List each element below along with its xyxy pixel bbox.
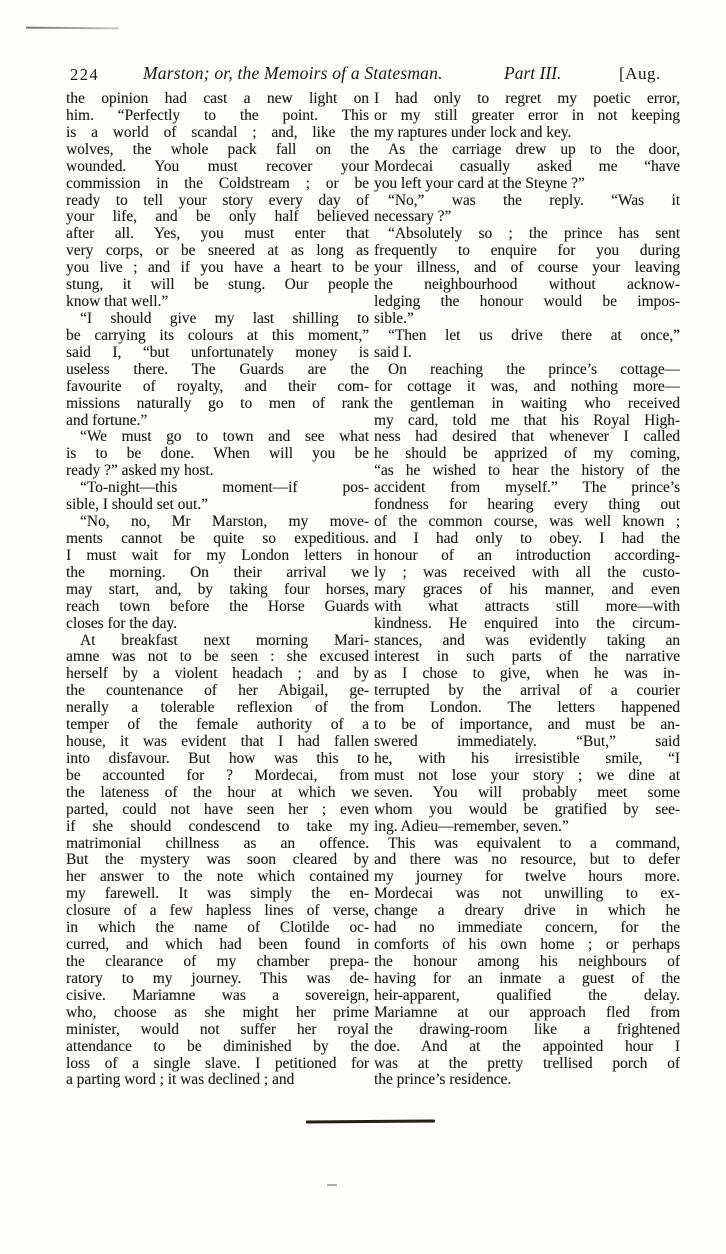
text-line: change a dreary drive in which he (374, 903, 680, 920)
text-line: ready to tell your story every day of (66, 192, 369, 209)
text-line: and fortune.” (66, 412, 148, 429)
text-line: On reaching the prince’s cottage— (388, 361, 680, 378)
text-line: “I should give my last shilling to (80, 310, 369, 327)
text-line: the countenance of her Abigail, ge- (66, 683, 369, 700)
text-line: your illness, and of course your leaving (374, 260, 680, 277)
text-line: I had only to regret my poetic error, (374, 91, 680, 107)
part-label: Part III. (504, 63, 562, 83)
text-line: sible, I should set out.” (66, 497, 208, 514)
text-line: accident from myself.” The prince’s (374, 480, 680, 497)
text-line: and there was no resource, but to defer (374, 852, 680, 869)
text-line: the honour among his neighbours of (374, 954, 680, 971)
text-line: kindness. He enquired into the circum- (374, 615, 680, 632)
text-line: “No,” was the reply. “Was it (388, 192, 680, 209)
text-line: stances, and was evidently taking an (374, 632, 680, 649)
text-line: Mordecai was not unwilling to ex- (374, 886, 680, 903)
issue-label: [Aug. (619, 64, 661, 83)
text-line: the morning. On their arrival we (66, 564, 369, 581)
text-line: and I had only to obey. I had the (374, 530, 680, 547)
text-line: loss of a single slave. I petitioned for (66, 1055, 369, 1072)
text-line: useless there. The Guards are the (66, 361, 369, 378)
text-line: her answer to the note which contained (66, 869, 369, 886)
text-line: parted, could not have seen her ; even (66, 801, 369, 818)
text-line: from London. The letters happened (374, 700, 680, 717)
text-line: you live ; and if you have a heart to be (66, 260, 369, 277)
text-line: matrimonial chillness as an offence. (66, 835, 369, 852)
text-line: wounded. You must recover your (66, 158, 369, 175)
text-line: know that well.” (66, 294, 169, 311)
text-line: As the carriage drew up to the door, (388, 141, 680, 158)
text-line: said I, “but unfortunately money is (66, 344, 369, 361)
text-line: the opinion had cast a new light on (66, 91, 369, 107)
paragraph (374, 142, 680, 193)
text-line: is to be done. When will you be (66, 446, 369, 463)
text-line: ratory to my journey. This was de- (66, 970, 369, 987)
text-line: ready ?” asked my host. (66, 463, 214, 480)
text-line: who, choose as she might her prime (66, 1004, 369, 1021)
text-line: must not lose your story ; we dine at (374, 767, 680, 784)
text-line: I must wait for my London letters in (66, 547, 369, 564)
text-line: But the mystery was soon cleared by (66, 852, 369, 869)
text-line: attendance to be diminished by the (66, 1038, 369, 1055)
text-line: having for an inmate a guest of the (374, 970, 680, 987)
text-line: missions naturally go to men of rank (66, 395, 369, 412)
text-line: he, with his irresistible smile, “I (374, 750, 680, 767)
text-line: he should be apprized of my coming, (374, 446, 680, 463)
text-line: had no immediate concern, for the (374, 920, 680, 937)
text-line: to be of importance, and must be an- (374, 717, 680, 734)
paragraph (66, 429, 369, 480)
text-line: sible.” (374, 310, 414, 327)
text-line: herself by a violent headach ; and by (66, 666, 369, 683)
paragraph (374, 91, 680, 142)
text-line: your life, and be only half believed (66, 209, 369, 226)
text-line: “No, no, Mr Marston, my move- (80, 514, 369, 531)
text-line: honour of an introduction according- (374, 547, 680, 564)
text-line: is a world of scandal ; and, like the (66, 124, 369, 141)
text-line: the neighbourhood without acknow- (374, 277, 680, 294)
text-line: the clearance of my chamber prepa- (66, 954, 369, 971)
paragraph (66, 480, 369, 514)
paragraph (66, 91, 369, 311)
paragraph (374, 362, 680, 836)
text-line: the prince’s residence. (374, 1072, 512, 1089)
text-line: the gentleman in waiting who received (374, 395, 680, 412)
text-line: temper of the female authority of a (66, 717, 369, 734)
text-line: my card, told me that his Royal High- (374, 412, 680, 429)
text-line: him. “Perfectly to the point. This (66, 107, 369, 124)
text-line: said I. (374, 344, 412, 361)
text-line: wolves, the whole pack fall on the (66, 141, 369, 158)
text-line: ness had desired that whenever I called (374, 429, 680, 446)
text-line: house, it was evident that I had fallen (66, 734, 369, 751)
text-line: amne was not to be seen : she excused (66, 649, 369, 666)
text-line: commission in the Coldstream ; or be (66, 175, 369, 192)
text-line: favourite of royalty, and their com- (66, 378, 369, 395)
text-line: comforts of his own home ; or perhaps (374, 937, 680, 954)
text-line: if she should condescend to take my (66, 818, 369, 835)
paragraph (66, 514, 369, 632)
text-line: may start, and, by taking four horses, (66, 581, 369, 598)
text-line: necessary ?” (374, 209, 452, 226)
text-line: interest in such parts of the narrative (374, 649, 680, 666)
text-line: This was equivalent to a command, (388, 835, 680, 852)
text-line: my farewell. It was simply the en- (66, 886, 369, 903)
text-line: after all. Yes, you must enter that (66, 226, 369, 243)
text-line: for cottage it was, and nothing more— (374, 378, 680, 395)
text-line: ments cannot be quite so expeditious. (66, 530, 369, 547)
text-line: closes for the day. (66, 615, 177, 632)
paragraph (374, 836, 680, 1090)
text-line: closure of a few hapless lines of verse, (66, 903, 369, 920)
text-line: or my still greater error in not keeping (374, 107, 680, 124)
text-line: “Absolutely so ; the prince has sent (388, 226, 680, 243)
text-line: whom you would be gratified by see- (374, 801, 680, 818)
paragraph (374, 226, 680, 328)
text-line: my raptures under lock and key. (374, 124, 572, 141)
text-line: ly ; was received with all the custo- (374, 564, 680, 581)
text-line: the lateness of the hour at which we (66, 784, 369, 801)
text-line: heir-apparent, qualified the delay. (374, 987, 680, 1004)
text-line: stung, it will be stung. Our people (66, 277, 369, 294)
text-line: my journey for twelve hours more. (374, 869, 680, 886)
text-line: as I chose to give, when he was in- (374, 666, 680, 683)
text-line: a parting word ; it was declined ; and (66, 1072, 295, 1089)
page-number: 224 (70, 65, 100, 84)
text-line: “as he wished to hear the history of the (374, 463, 680, 480)
text-line: “To-night—this moment—if pos- (80, 480, 369, 497)
text-line: “Then let us drive there at once,” (388, 327, 680, 344)
text-line: seven. You will probably meet some (374, 784, 680, 801)
text-line: fondness for hearing every thing out (374, 497, 680, 514)
text-line: doe. And at the appointed hour I (374, 1038, 680, 1055)
text-line: mary graces of his manner, and even (374, 581, 680, 598)
text-line: cisive. Mariamne was a sovereign, (66, 987, 369, 1004)
paragraph (374, 328, 680, 362)
scan-artifact-top-left (26, 27, 119, 30)
text-line: very corps, or be sneered at as long as (66, 243, 369, 260)
text-line: Mordecai casually asked me “have (374, 158, 680, 175)
text-line: swered immediately. “But,” said (374, 734, 680, 751)
text-line: reach town before the Horse Guards (66, 598, 369, 615)
text-line: ledging the honour would be impos- (374, 294, 680, 311)
paragraph (66, 311, 369, 429)
text-line: minister, would not suffer her royal (66, 1021, 369, 1038)
running-head (0, 63, 726, 87)
text-column-right (374, 91, 680, 1089)
text-line: curred, and which had been found in (66, 937, 369, 954)
text-line: At breakfast next morning Mari- (80, 632, 369, 649)
text-line: be accounted for ? Mordecai, from (66, 767, 369, 784)
text-line: in which the name of Clotilde oc- (66, 920, 369, 937)
text-line: you left your card at the Steyne ?” (374, 175, 585, 192)
paragraph (66, 633, 369, 1090)
text-line: was at the pretty trellised porch of (374, 1055, 680, 1072)
text-line: the drawing-room like a frightened (374, 1021, 680, 1038)
running-title: Marston; or, the Memoirs of a Statesman. (143, 63, 443, 83)
scan-artifact-smudge (327, 1184, 337, 1186)
text-line: “We must go to town and see what (80, 429, 369, 446)
text-line: into disfavour. But how was this to (66, 750, 369, 767)
paragraph (374, 193, 680, 227)
text-line: Mariamne at our approach fled from (374, 1004, 680, 1021)
text-column-left (66, 91, 369, 1089)
text-line: nerally a tolerable reflexion of the (66, 700, 369, 717)
text-line: frequently to enquire for you during (374, 243, 680, 260)
text-line: ing. Adieu—remember, seven.” (374, 818, 569, 835)
section-end-rule (306, 1119, 435, 1123)
text-line: be carrying its colours at this moment,” (66, 327, 369, 344)
text-line: with what attracts still more—with (374, 598, 680, 615)
text-line: of the common course, was well known ; (374, 514, 680, 531)
text-line: terrupted by the arrival of a courier (374, 683, 680, 700)
